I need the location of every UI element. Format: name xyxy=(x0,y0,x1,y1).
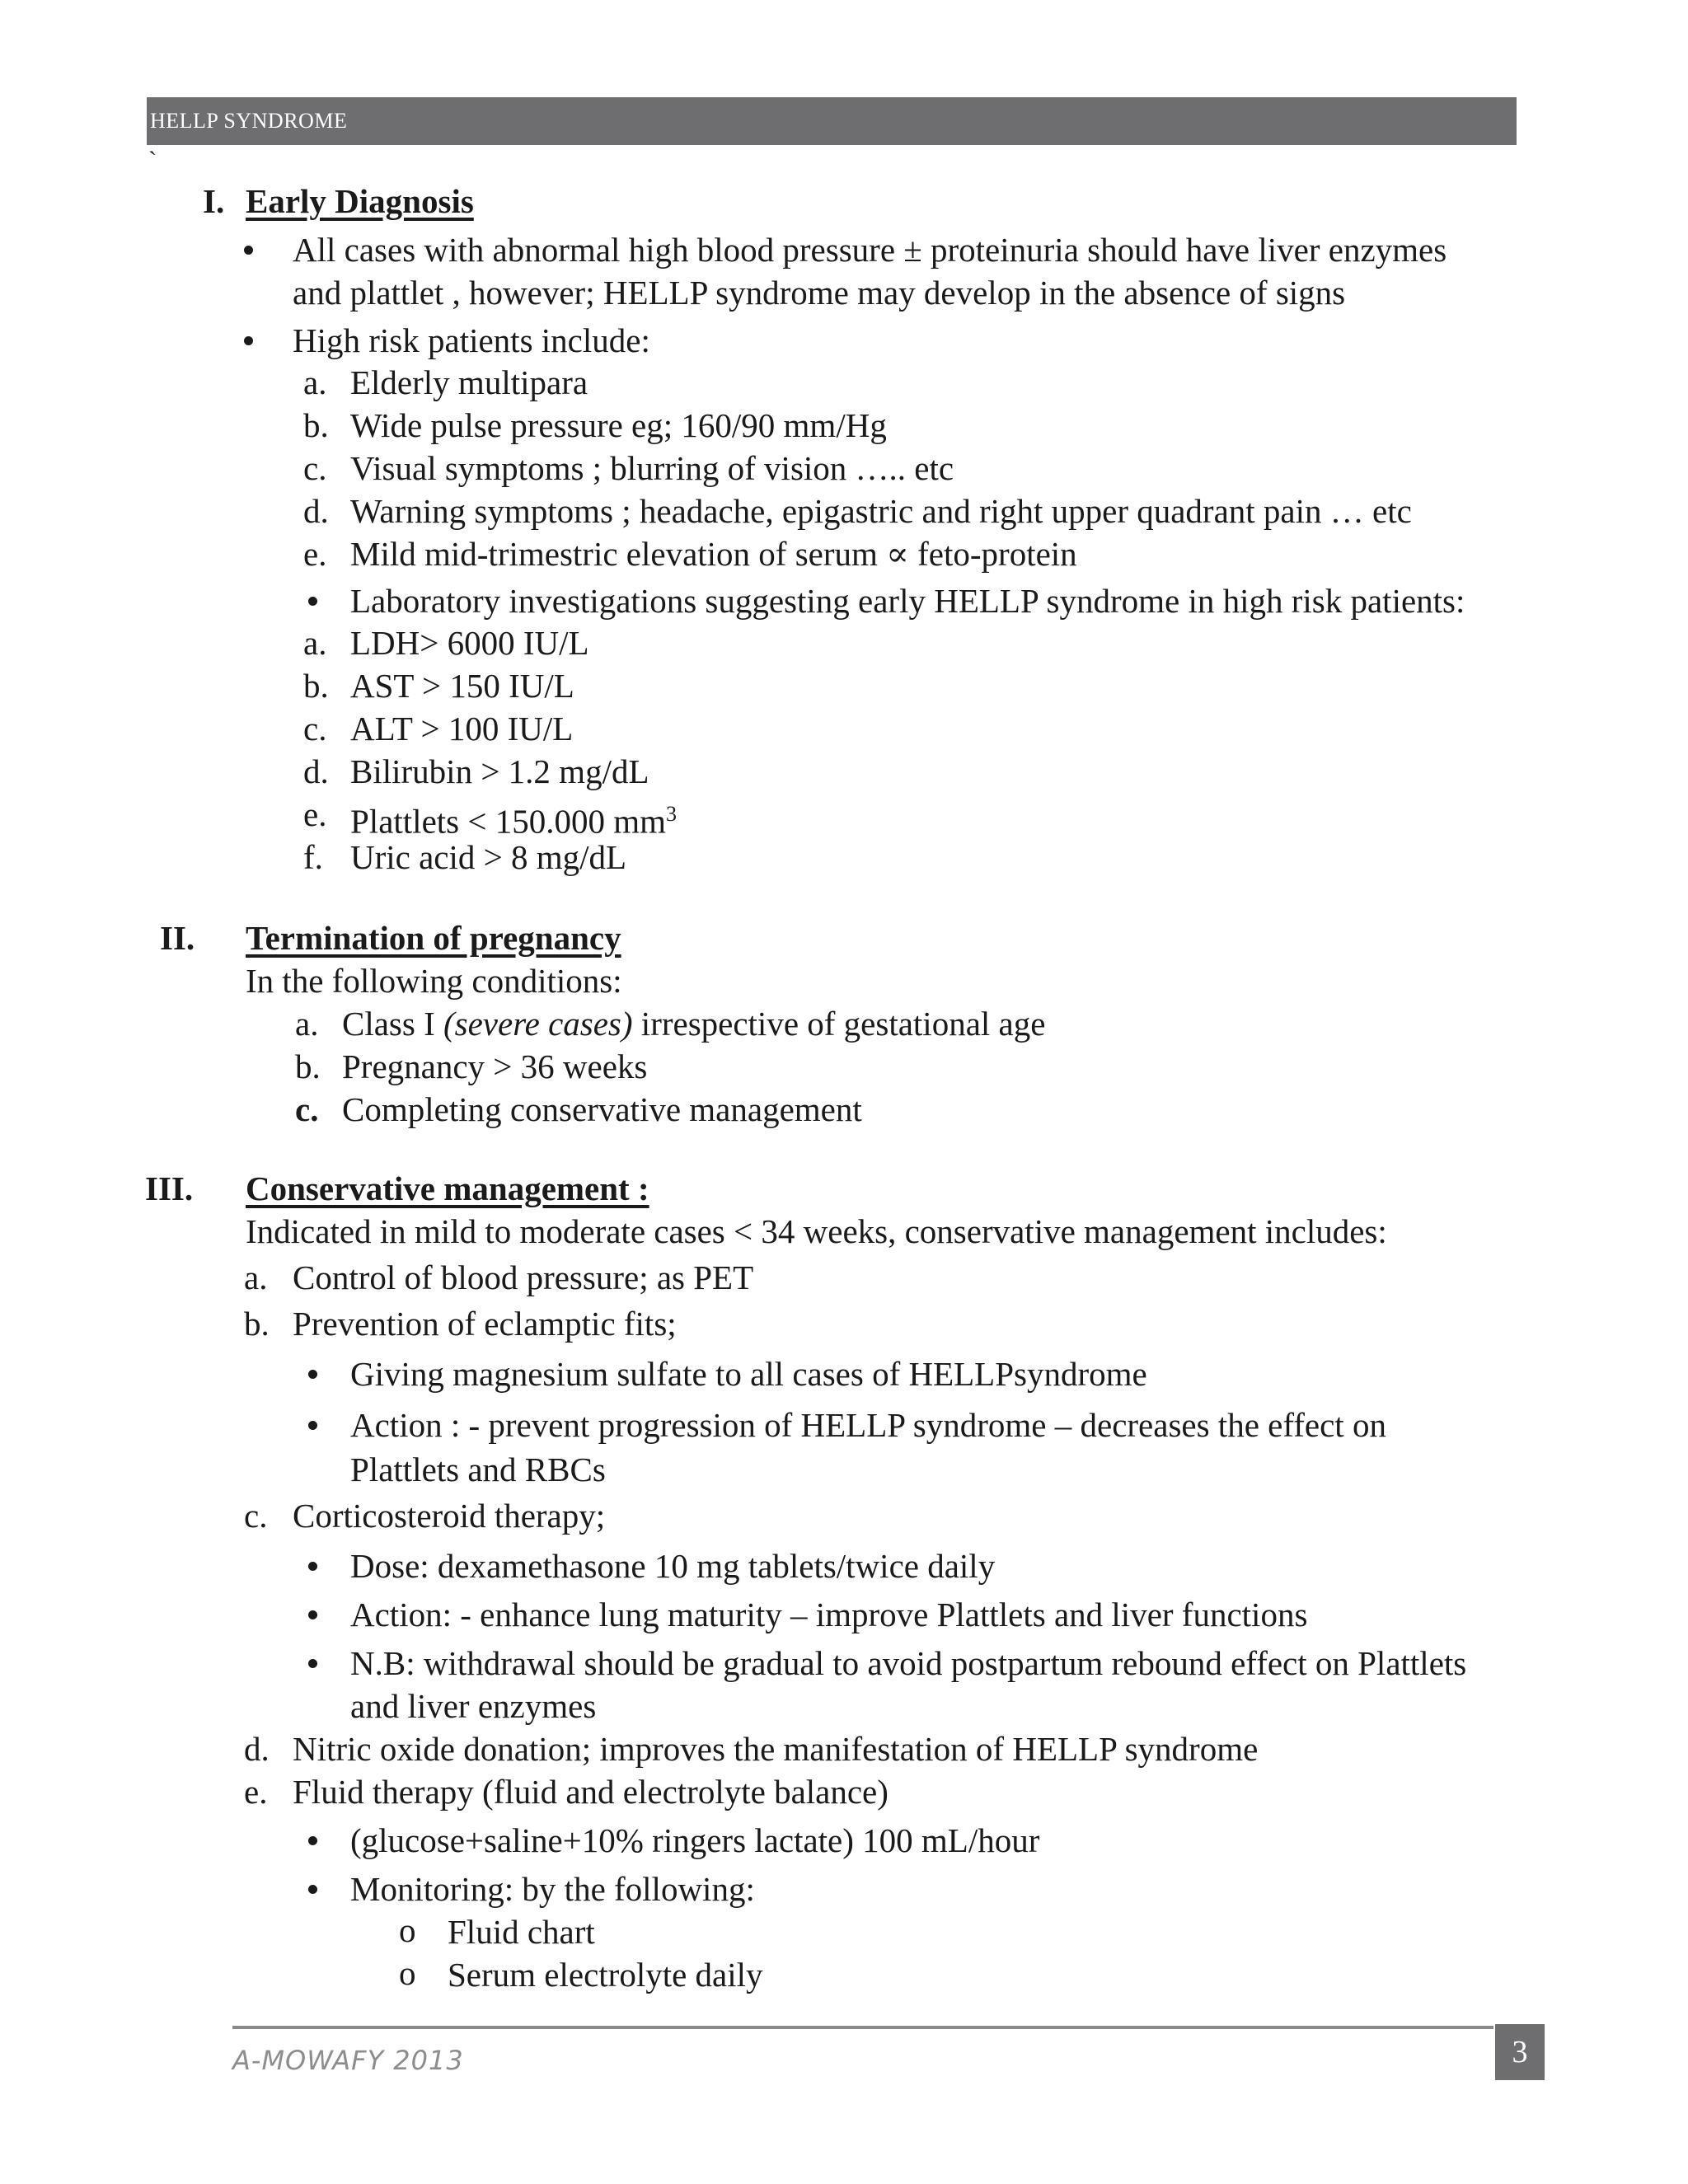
header-title: HELLP SYNDROME xyxy=(150,109,348,133)
management-bullet: (glucose+saline+10% ringers lactate) 100 mL/hour xyxy=(350,1821,1040,1859)
circle-bullet-icon: o xyxy=(399,1954,416,1992)
list-marker: d. xyxy=(303,492,329,530)
list-marker: b. xyxy=(244,1305,270,1343)
list-marker: f. xyxy=(303,838,323,876)
termination-item-text: Class I xyxy=(342,1005,443,1043)
risk-item: Visual symptoms ; blurring of vision ….. etc xyxy=(350,449,954,487)
management-bullet: Monitoring: by the following: xyxy=(350,1870,755,1908)
bullet-icon xyxy=(308,1421,317,1430)
s1-bullet-1-line-2: and plattlet , however; HELLP syndrome may develop in the absence of signs xyxy=(293,274,1346,312)
monitoring-item: Serum electrolyte daily xyxy=(448,1956,763,1994)
list-marker: e. xyxy=(244,1773,268,1811)
section-3-numeral: III. xyxy=(145,1169,194,1207)
bullet-icon xyxy=(244,336,253,345)
bullet-icon xyxy=(244,246,253,255)
list-marker: a. xyxy=(303,624,327,662)
termination-item xyxy=(342,1002,1045,1045)
list-marker: b. xyxy=(295,1047,321,1085)
lab-item-text: Plattlets < 150.000 mm xyxy=(350,802,667,841)
list-marker: d. xyxy=(244,1730,270,1768)
list-marker: c. xyxy=(244,1497,268,1535)
termination-item-text: irrespective of gestational age xyxy=(632,1005,1046,1043)
lab-item: Bilirubin > 1.2 mg/dL xyxy=(350,752,649,790)
bullet-icon xyxy=(308,1659,317,1668)
s1-bullet-2: High risk patients include: xyxy=(293,321,650,359)
bullet-icon xyxy=(308,1562,317,1571)
risk-item: Mild mid-trimestric elevation of serum ∝ feto-protein xyxy=(350,535,1077,573)
list-marker: b. xyxy=(303,667,329,705)
lab-item: AST > 150 IU/L xyxy=(350,667,574,705)
section-2-intro: In the following conditions: xyxy=(246,962,622,1000)
management-item: Control of blood pressure; as PET xyxy=(293,1258,754,1296)
section-1-numeral: I. xyxy=(203,182,225,220)
list-marker: c. xyxy=(303,710,327,748)
list-marker: a. xyxy=(295,1005,319,1043)
bullet-icon xyxy=(308,1370,317,1379)
management-bullet: Action : - prevent progression of HELLP syndrome – decreases the effect on xyxy=(350,1406,1386,1444)
list-marker: e. xyxy=(303,795,327,833)
management-item: Prevention of eclamptic fits; xyxy=(293,1305,677,1343)
risk-item: Warning symptoms ; headache, epigastric and right upper quadrant pain … etc xyxy=(350,492,1412,530)
monitoring-item: Fluid chart xyxy=(448,1913,595,1951)
management-bullet: Giving magnesium sulfate to all cases of HELLPsyndrome xyxy=(350,1355,1147,1393)
section-2-numeral: II. xyxy=(160,919,195,957)
list-marker: c. xyxy=(295,1090,319,1128)
section-3-intro: Indicated in mild to moderate cases < 34 weeks, conservative management includes: xyxy=(246,1212,1387,1250)
list-marker: c. xyxy=(303,449,327,487)
management-item: Corticosteroid therapy; xyxy=(293,1497,606,1535)
lab-item: ALT > 100 IU/L xyxy=(350,710,574,748)
superscript: 3 xyxy=(666,802,678,826)
section-2-title: Termination of pregnancy xyxy=(246,919,621,957)
list-marker: a. xyxy=(244,1258,268,1296)
footer-rule xyxy=(232,2026,1493,2029)
management-bullet: N.B: withdrawal should be gradual to avoid postpartum rebound effect on Plattlets xyxy=(350,1644,1467,1682)
management-bullet: Dose: dexamethasone 10 mg tablets/twice daily xyxy=(350,1547,996,1585)
management-bullet: Action: - enhance lung maturity – improve Plattlets and liver functions xyxy=(350,1596,1308,1633)
management-bullet-cont: Plattlets and RBCs xyxy=(350,1451,606,1488)
footer-author: A-MOWAFY 2013 xyxy=(232,2045,464,2076)
list-marker: a. xyxy=(303,363,327,401)
page-number: 3 xyxy=(1495,2024,1545,2080)
circle-bullet-icon: o xyxy=(399,1911,416,1949)
lab-item: LDH> 6000 IU/L xyxy=(350,624,589,662)
stray-mark: ` xyxy=(148,147,157,174)
s1-bullet-3: Laboratory investigations suggesting early HELLP syndrome in high risk patients: xyxy=(350,582,1465,620)
termination-item-emphasis: (severe cases) xyxy=(443,1005,633,1043)
termination-item: Pregnancy > 36 weeks xyxy=(342,1047,648,1085)
list-marker: e. xyxy=(303,535,327,573)
bullet-icon xyxy=(308,1610,317,1619)
management-item: Nitric oxide donation; improves the manifestation of HELLP syndrome xyxy=(293,1730,1259,1768)
risk-item: Wide pulse pressure eg; 160/90 mm/Hg xyxy=(350,406,887,444)
section-1-title: Early Diagnosis xyxy=(246,182,474,220)
bullet-icon xyxy=(308,597,317,606)
running-header xyxy=(147,97,1517,145)
risk-item: Elderly multipara xyxy=(350,363,588,401)
management-item: Fluid therapy (fluid and electrolyte balance) xyxy=(293,1773,889,1811)
bullet-icon xyxy=(308,1836,317,1845)
s1-bullet-1-line-1: All cases with abnormal high blood pressure ± proteinuria should have liver enzymes xyxy=(293,231,1447,269)
list-marker: b. xyxy=(303,406,329,444)
termination-item: Completing conservative management xyxy=(342,1090,862,1128)
section-3-title: Conservative management : xyxy=(246,1169,649,1207)
list-marker: d. xyxy=(303,752,329,790)
lab-item: Uric acid > 8 mg/dL xyxy=(350,838,627,876)
management-bullet-cont: and liver enzymes xyxy=(350,1687,597,1725)
bullet-icon xyxy=(308,1885,317,1894)
